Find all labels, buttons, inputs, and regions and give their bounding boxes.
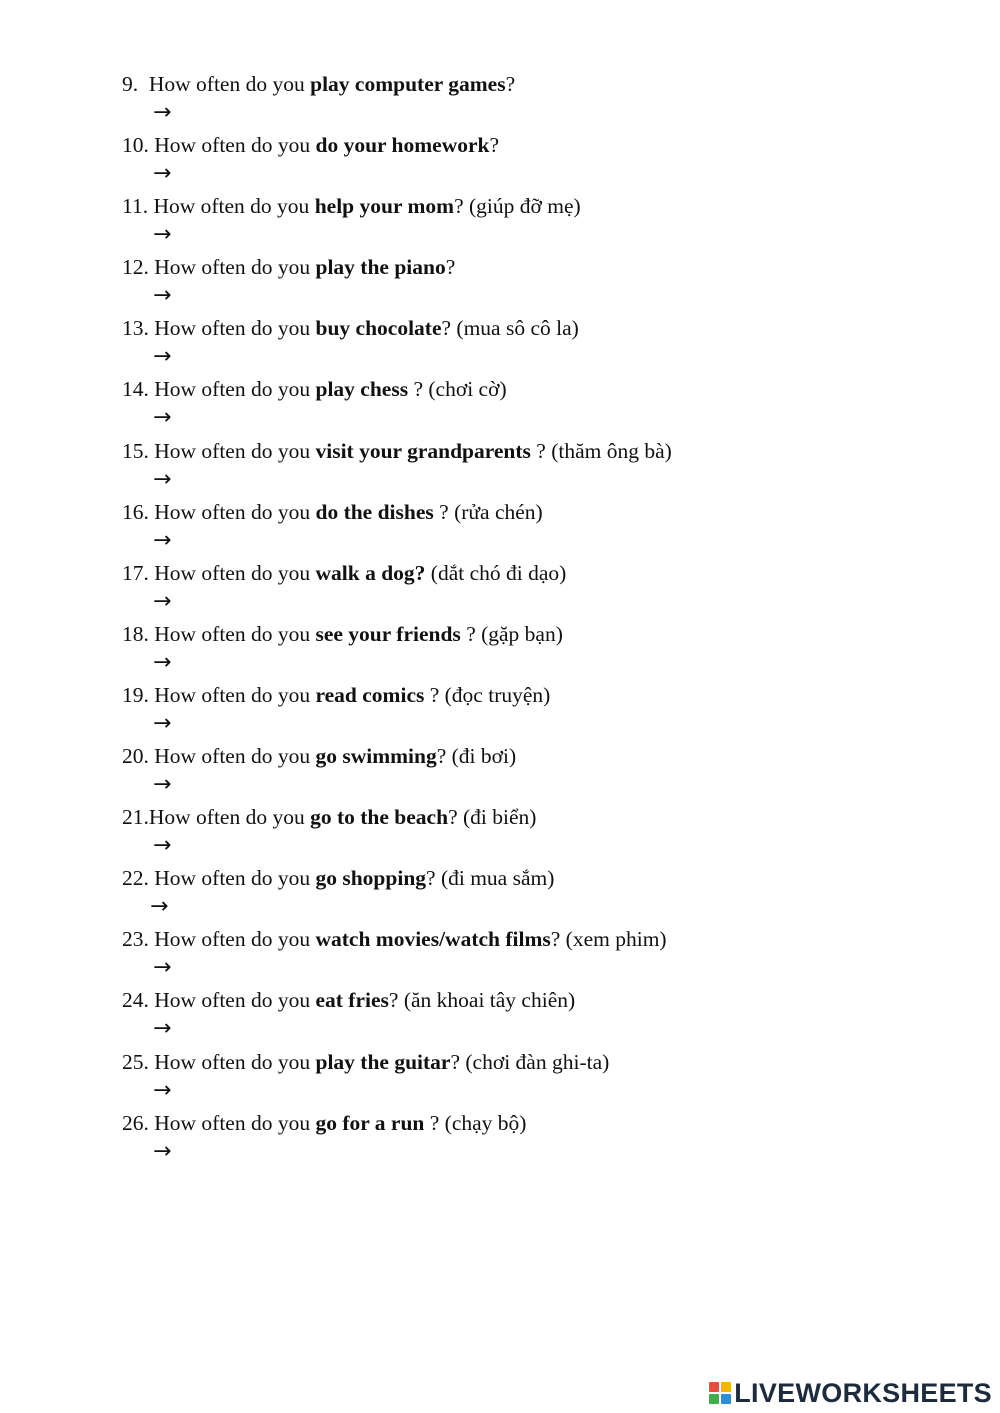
question-list bbox=[122, 70, 922, 1170]
logo-square-blue bbox=[721, 1394, 731, 1404]
question-number: 15. bbox=[122, 438, 155, 463]
question-number: 23. bbox=[122, 927, 155, 952]
question-number: 14. bbox=[122, 377, 155, 402]
question-prefix: How often do you bbox=[154, 682, 316, 707]
question-prefix: How often do you bbox=[154, 133, 316, 158]
question-item bbox=[122, 803, 922, 864]
question-prefix: How often do you bbox=[154, 560, 316, 585]
liveworksheets-logo[interactable] bbox=[709, 1378, 992, 1408]
question-item bbox=[122, 742, 922, 803]
logo-square-green bbox=[709, 1394, 719, 1404]
question-activity: walk a dog? bbox=[315, 560, 426, 585]
answer-arrow-icon: → bbox=[153, 1077, 172, 1103]
question-text bbox=[122, 620, 922, 648]
question-number: 21. bbox=[122, 805, 149, 830]
question-suffix: ? (đi mua sắm) bbox=[426, 866, 555, 891]
answer-arrow-icon: → bbox=[153, 527, 172, 553]
logo-square-yellow bbox=[721, 1382, 731, 1392]
answer-arrow-icon: → bbox=[153, 1138, 172, 1164]
question-activity: eat fries bbox=[315, 988, 389, 1013]
question-activity: play the piano bbox=[315, 255, 446, 280]
question-activity: buy chocolate bbox=[315, 316, 442, 341]
question-text bbox=[122, 864, 922, 892]
question-text bbox=[122, 681, 922, 709]
answer-arrow-icon: → bbox=[153, 161, 172, 187]
question-text bbox=[122, 70, 922, 98]
answer-arrow-icon: → bbox=[153, 955, 172, 981]
question-prefix: How often do you bbox=[154, 1110, 316, 1135]
question-suffix: (dắt chó đi dạo) bbox=[425, 560, 567, 585]
question-item bbox=[122, 192, 922, 253]
question-activity: go to the beach bbox=[310, 805, 449, 830]
question-suffix: ? (chơi cờ) bbox=[408, 377, 507, 402]
question-number: 18. bbox=[122, 621, 155, 646]
question-suffix: ? (rửa chén) bbox=[433, 499, 543, 524]
question-suffix: ? (xem phim) bbox=[550, 927, 667, 952]
question-item bbox=[122, 70, 922, 131]
logo-text: LIVEWORKSHEETS bbox=[734, 1377, 992, 1408]
question-suffix: ? (đọc truyện) bbox=[424, 682, 551, 707]
question-activity: play computer games bbox=[310, 72, 506, 96]
question-text bbox=[122, 375, 922, 403]
question-item bbox=[122, 986, 922, 1047]
question-activity: see your friends bbox=[315, 621, 461, 646]
question-text bbox=[122, 559, 922, 587]
question-suffix: ? (thăm ông bà) bbox=[530, 438, 672, 463]
answer-arrow-icon: → bbox=[153, 1016, 172, 1042]
question-number: 19. bbox=[122, 682, 155, 707]
question-item bbox=[122, 1048, 922, 1109]
question-activity: visit your grandparents bbox=[315, 438, 531, 463]
logo-icon bbox=[709, 1382, 731, 1404]
question-item bbox=[122, 375, 922, 436]
answer-arrow-icon: → bbox=[153, 222, 172, 248]
question-text bbox=[122, 314, 922, 342]
question-prefix: How often do you bbox=[154, 316, 316, 341]
question-number: 26. bbox=[122, 1110, 155, 1135]
question-number: 13. bbox=[122, 316, 155, 341]
question-item bbox=[122, 437, 922, 498]
answer-arrow-icon: → bbox=[150, 894, 169, 920]
question-activity: help your mom bbox=[314, 194, 455, 219]
answer-arrow-icon: → bbox=[153, 344, 172, 370]
question-prefix: How often do you bbox=[154, 377, 316, 402]
question-text bbox=[122, 437, 922, 465]
question-item bbox=[122, 925, 922, 986]
question-number: 20. bbox=[122, 744, 155, 769]
question-prefix: How often do you bbox=[154, 927, 316, 952]
question-text bbox=[122, 192, 922, 220]
question-item bbox=[122, 620, 922, 681]
question-number: 9. bbox=[122, 72, 149, 96]
question-number: 17. bbox=[122, 560, 155, 585]
question-text bbox=[122, 1109, 922, 1137]
question-suffix: ? (chạy bộ) bbox=[424, 1110, 527, 1135]
question-text bbox=[122, 131, 922, 159]
question-prefix: How often do you bbox=[148, 805, 311, 830]
question-number: 12. bbox=[122, 255, 155, 280]
question-item bbox=[122, 253, 922, 314]
question-item bbox=[122, 681, 922, 742]
question-prefix: How often do you bbox=[154, 1049, 316, 1074]
question-item bbox=[122, 559, 922, 620]
question-activity: watch movies/watch films bbox=[315, 927, 551, 952]
question-suffix: ? (gặp bạn) bbox=[460, 621, 563, 646]
question-suffix: ? (mua sô cô la) bbox=[441, 316, 579, 341]
question-text bbox=[122, 925, 922, 953]
question-prefix: How often do you bbox=[154, 255, 316, 280]
question-suffix: ? (ăn khoai tây chiên) bbox=[388, 988, 576, 1013]
question-number: 16. bbox=[122, 499, 155, 524]
question-prefix: How often do you bbox=[154, 866, 316, 891]
answer-arrow-icon: → bbox=[153, 833, 172, 859]
question-prefix: How often do you bbox=[154, 621, 316, 646]
answer-arrow-icon: → bbox=[153, 710, 172, 736]
question-item bbox=[122, 1109, 922, 1170]
question-text bbox=[122, 498, 922, 526]
question-activity: go shopping bbox=[315, 866, 427, 891]
question-text bbox=[122, 742, 922, 770]
answer-arrow-icon: → bbox=[153, 772, 172, 798]
answer-arrow-icon: → bbox=[153, 466, 172, 492]
answer-arrow-icon: → bbox=[153, 649, 172, 675]
question-activity: go swimming bbox=[315, 744, 437, 769]
question-suffix: ? bbox=[489, 133, 500, 158]
question-suffix: ? (đi bơi) bbox=[436, 744, 517, 769]
question-prefix: How often do you bbox=[148, 72, 311, 96]
question-number: 24. bbox=[122, 988, 155, 1013]
question-prefix: How often do you bbox=[154, 438, 316, 463]
question-text bbox=[122, 803, 922, 831]
answer-arrow-icon: → bbox=[153, 588, 172, 614]
question-text bbox=[122, 1048, 922, 1076]
question-number: 25. bbox=[122, 1049, 155, 1074]
question-suffix: ? bbox=[505, 72, 516, 96]
question-prefix: How often do you bbox=[154, 988, 316, 1013]
question-activity: read comics bbox=[315, 682, 425, 707]
question-activity: play the guitar bbox=[315, 1049, 451, 1074]
question-activity: do your homework bbox=[315, 133, 490, 158]
question-activity: play chess bbox=[315, 377, 409, 402]
question-number: 22. bbox=[122, 866, 155, 891]
question-text bbox=[122, 253, 922, 281]
question-text bbox=[122, 986, 922, 1014]
question-prefix: How often do you bbox=[154, 744, 316, 769]
answer-arrow-icon: → bbox=[153, 100, 172, 125]
logo-square-red bbox=[709, 1382, 719, 1392]
question-item bbox=[122, 314, 922, 375]
question-item bbox=[122, 864, 922, 925]
question-prefix: How often do you bbox=[153, 194, 315, 219]
question-suffix: ? bbox=[445, 255, 456, 280]
question-suffix: ? (đi biển) bbox=[448, 805, 537, 830]
question-number: 11. bbox=[122, 194, 154, 219]
question-suffix: ? (chơi đàn ghi-ta) bbox=[450, 1049, 610, 1074]
question-prefix: How often do you bbox=[154, 499, 316, 524]
question-number: 10. bbox=[122, 133, 155, 158]
question-activity: go for a run bbox=[315, 1110, 425, 1135]
question-suffix: ? (giúp đỡ mẹ) bbox=[454, 194, 581, 219]
question-activity: do the dishes bbox=[315, 499, 434, 524]
question-item bbox=[122, 131, 922, 192]
answer-arrow-icon: → bbox=[153, 405, 172, 431]
answer-arrow-icon: → bbox=[153, 283, 172, 309]
question-item bbox=[122, 498, 922, 559]
